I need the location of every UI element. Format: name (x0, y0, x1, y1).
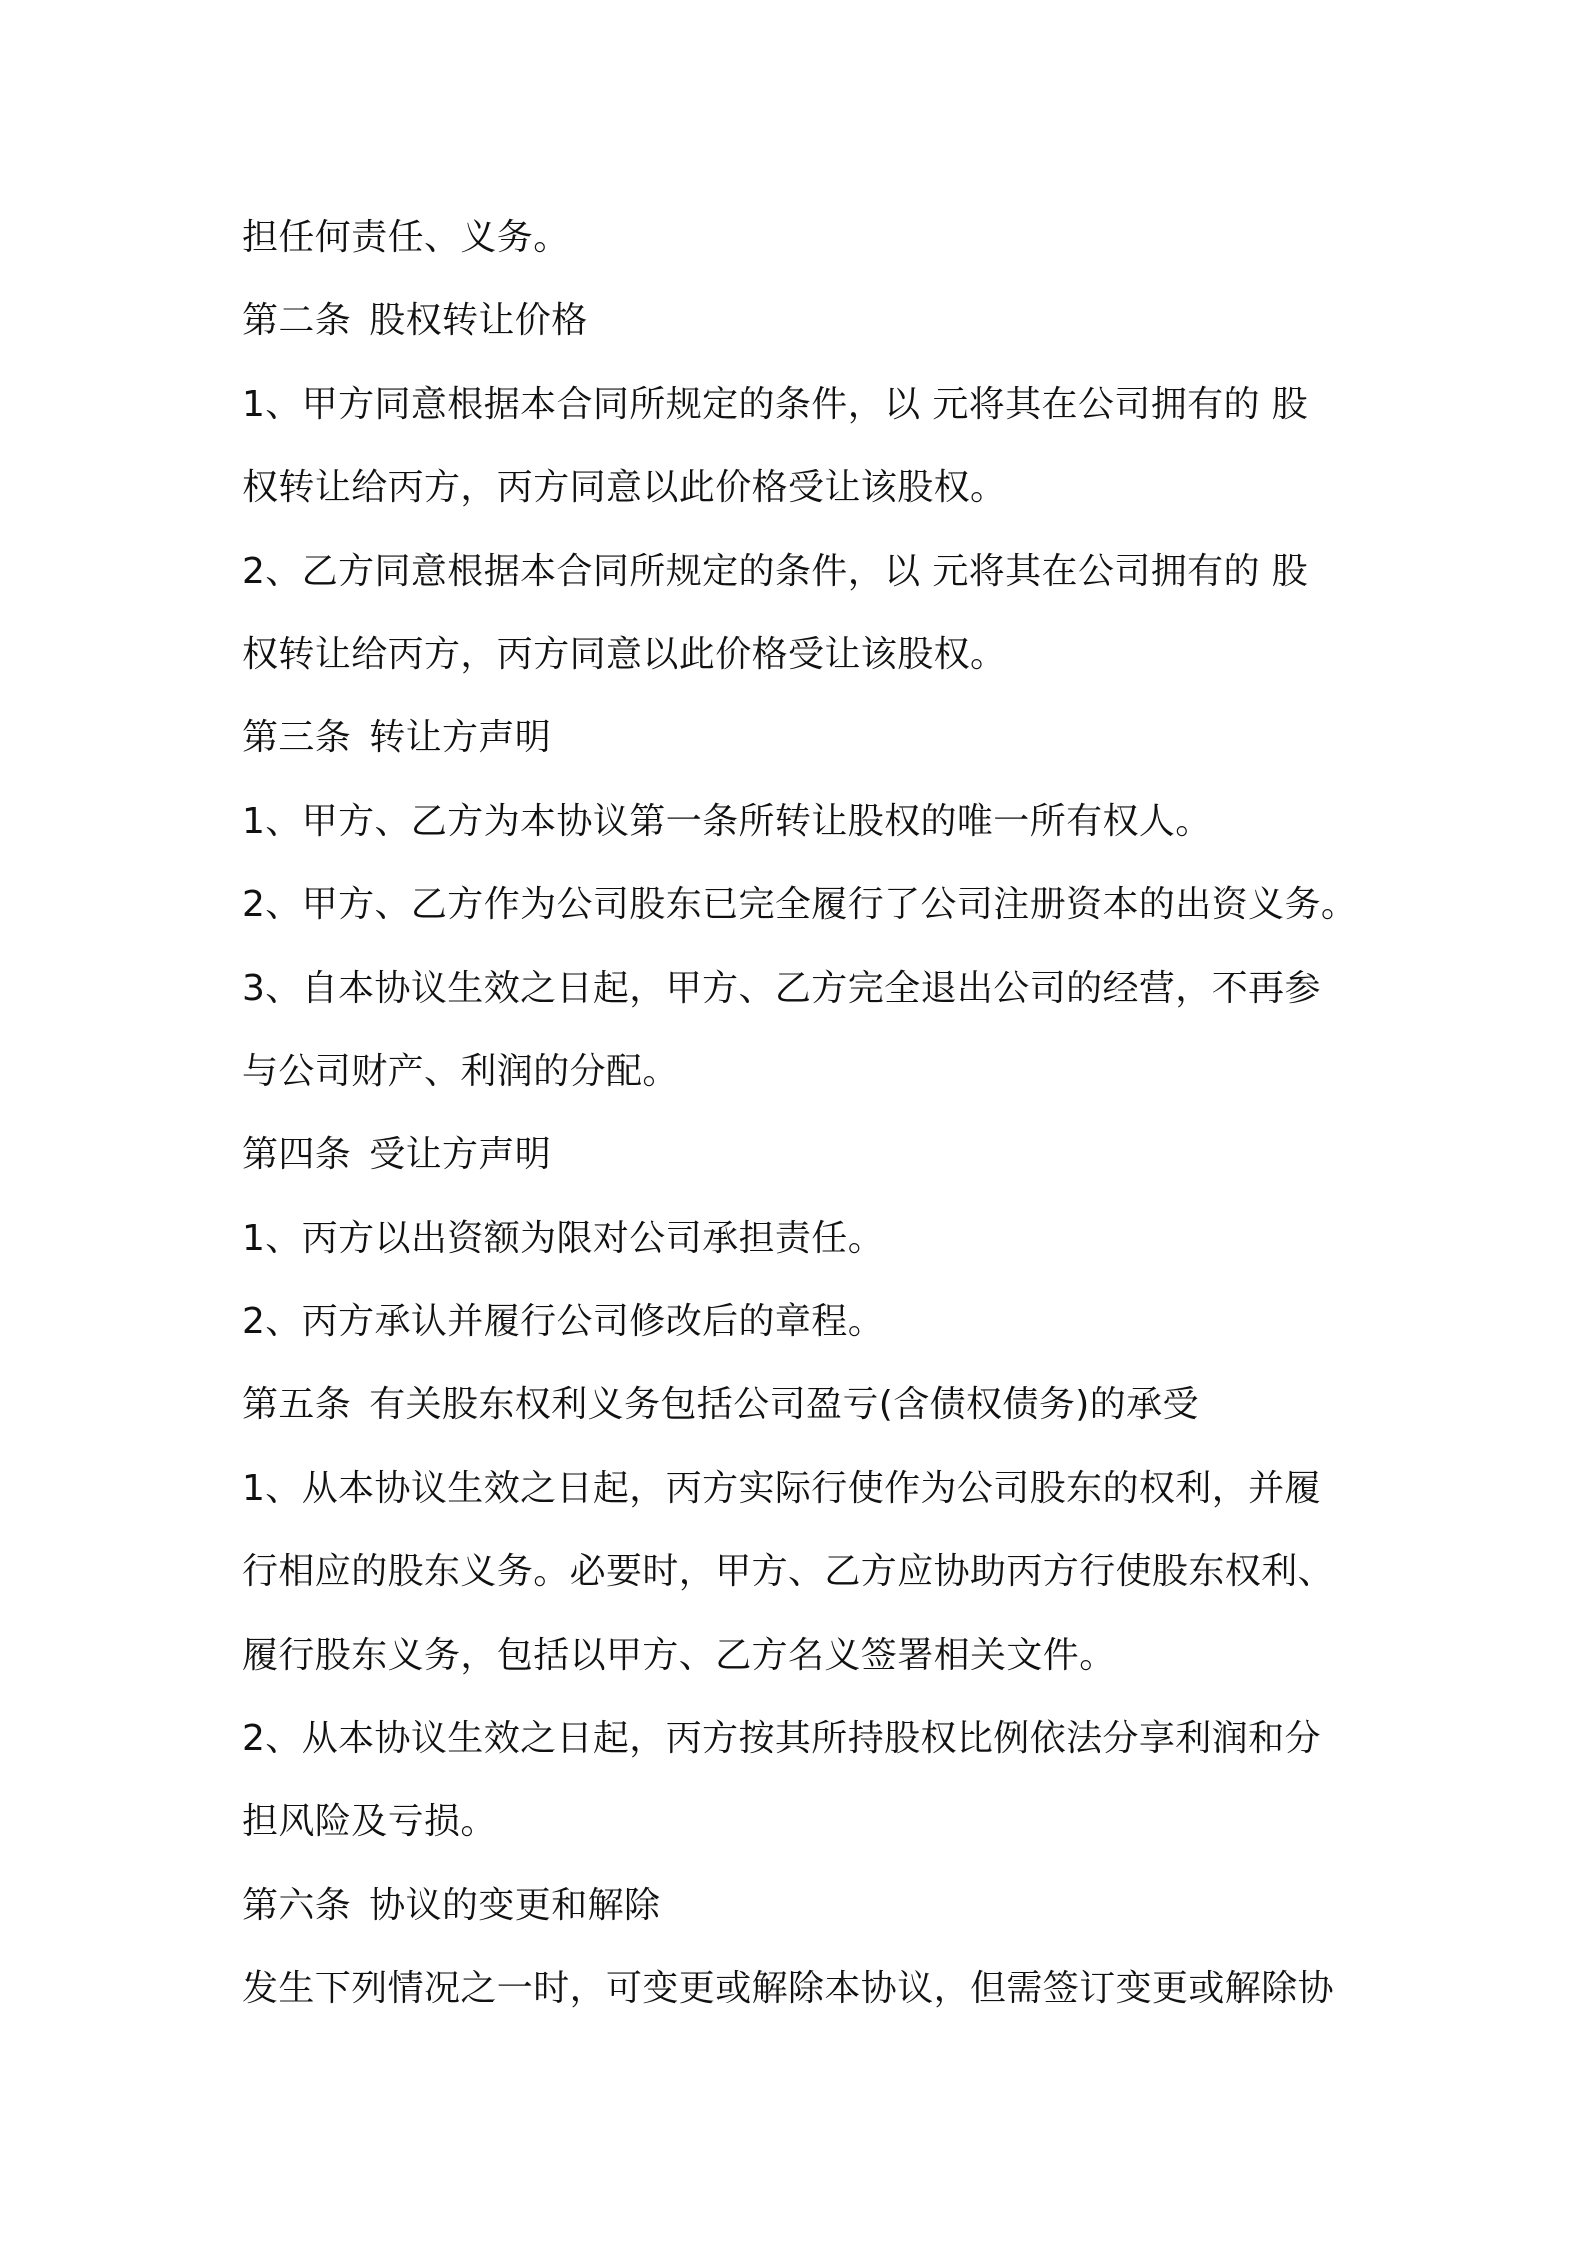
body-line: 2、甲方、乙方作为公司股东已完全履行了公司注册资本的出资义务。 (242, 884, 1358, 926)
body-line: 1、从本协议生效之日起，丙方实际行使作为公司股东的权利，并履 (242, 1467, 1321, 1509)
article-heading (242, 1864, 1372, 1947)
body-line: 3、自本协议生效之日起，甲方、乙方完全退出公司的经营，不再参 (242, 967, 1321, 1009)
article-number: 第六条 (242, 1884, 352, 1926)
article-number: 第五条 (242, 1384, 352, 1426)
body-line: 发生下列情况之一时，可变更或解除本协议，但需签订变更或解除协 (242, 1968, 1335, 2010)
article-heading (242, 279, 1372, 362)
article-title: 有关股东权利义务包括公司盈亏(含债权债务)的承受 (369, 1384, 1199, 1426)
body-line: 权转让给丙方，丙方同意以此价格受让该股权。 (242, 633, 1007, 675)
article-number: 第三条 (242, 717, 352, 759)
body-line: 1、甲方同意根据本合同所规定的条件，以 元将其在公司拥有的 股 (242, 383, 1309, 425)
article-title: 股权转让价格 (369, 300, 588, 342)
document-body (242, 196, 1372, 2031)
body-line: 履行股东义务，包括以甲方、乙方名义签署相关文件。 (242, 1634, 1116, 1676)
body-line: 与公司财产、利润的分配。 (242, 1050, 679, 1092)
body-line: 担任何责任、义务。 (242, 217, 570, 258)
article-title: 协议的变更和解除 (369, 1884, 661, 1926)
article-number: 第二条 (242, 300, 352, 342)
article-heading (242, 696, 1372, 779)
body-line: 2、从本协议生效之日起，丙方按其所持股权比例依法分享利润和分 (242, 1718, 1321, 1760)
article-title: 转让方声明 (369, 717, 552, 759)
article-heading (242, 1363, 1372, 1446)
article-number: 第四条 (242, 1134, 352, 1176)
body-line: 权转让给丙方，丙方同意以此价格受让该股权。 (242, 467, 1007, 509)
body-line: 2、乙方同意根据本合同所规定的条件，以 元将其在公司拥有的 股 (242, 550, 1309, 592)
body-line: 担风险及亏损。 (242, 1801, 497, 1843)
body-line: 行相应的股东义务。必要时，甲方、乙方应协助丙方行使股东权利、 (242, 1551, 1335, 1593)
article-heading (242, 1113, 1372, 1196)
body-line: 1、丙方以出资额为限对公司承担责任。 (242, 1217, 885, 1259)
article-title: 受让方声明 (369, 1134, 552, 1176)
body-line: 1、甲方、乙方为本协议第一条所转让股权的唯一所有权人。 (242, 800, 1212, 842)
body-line: 2、丙方承认并履行公司修改后的章程。 (242, 1301, 885, 1343)
